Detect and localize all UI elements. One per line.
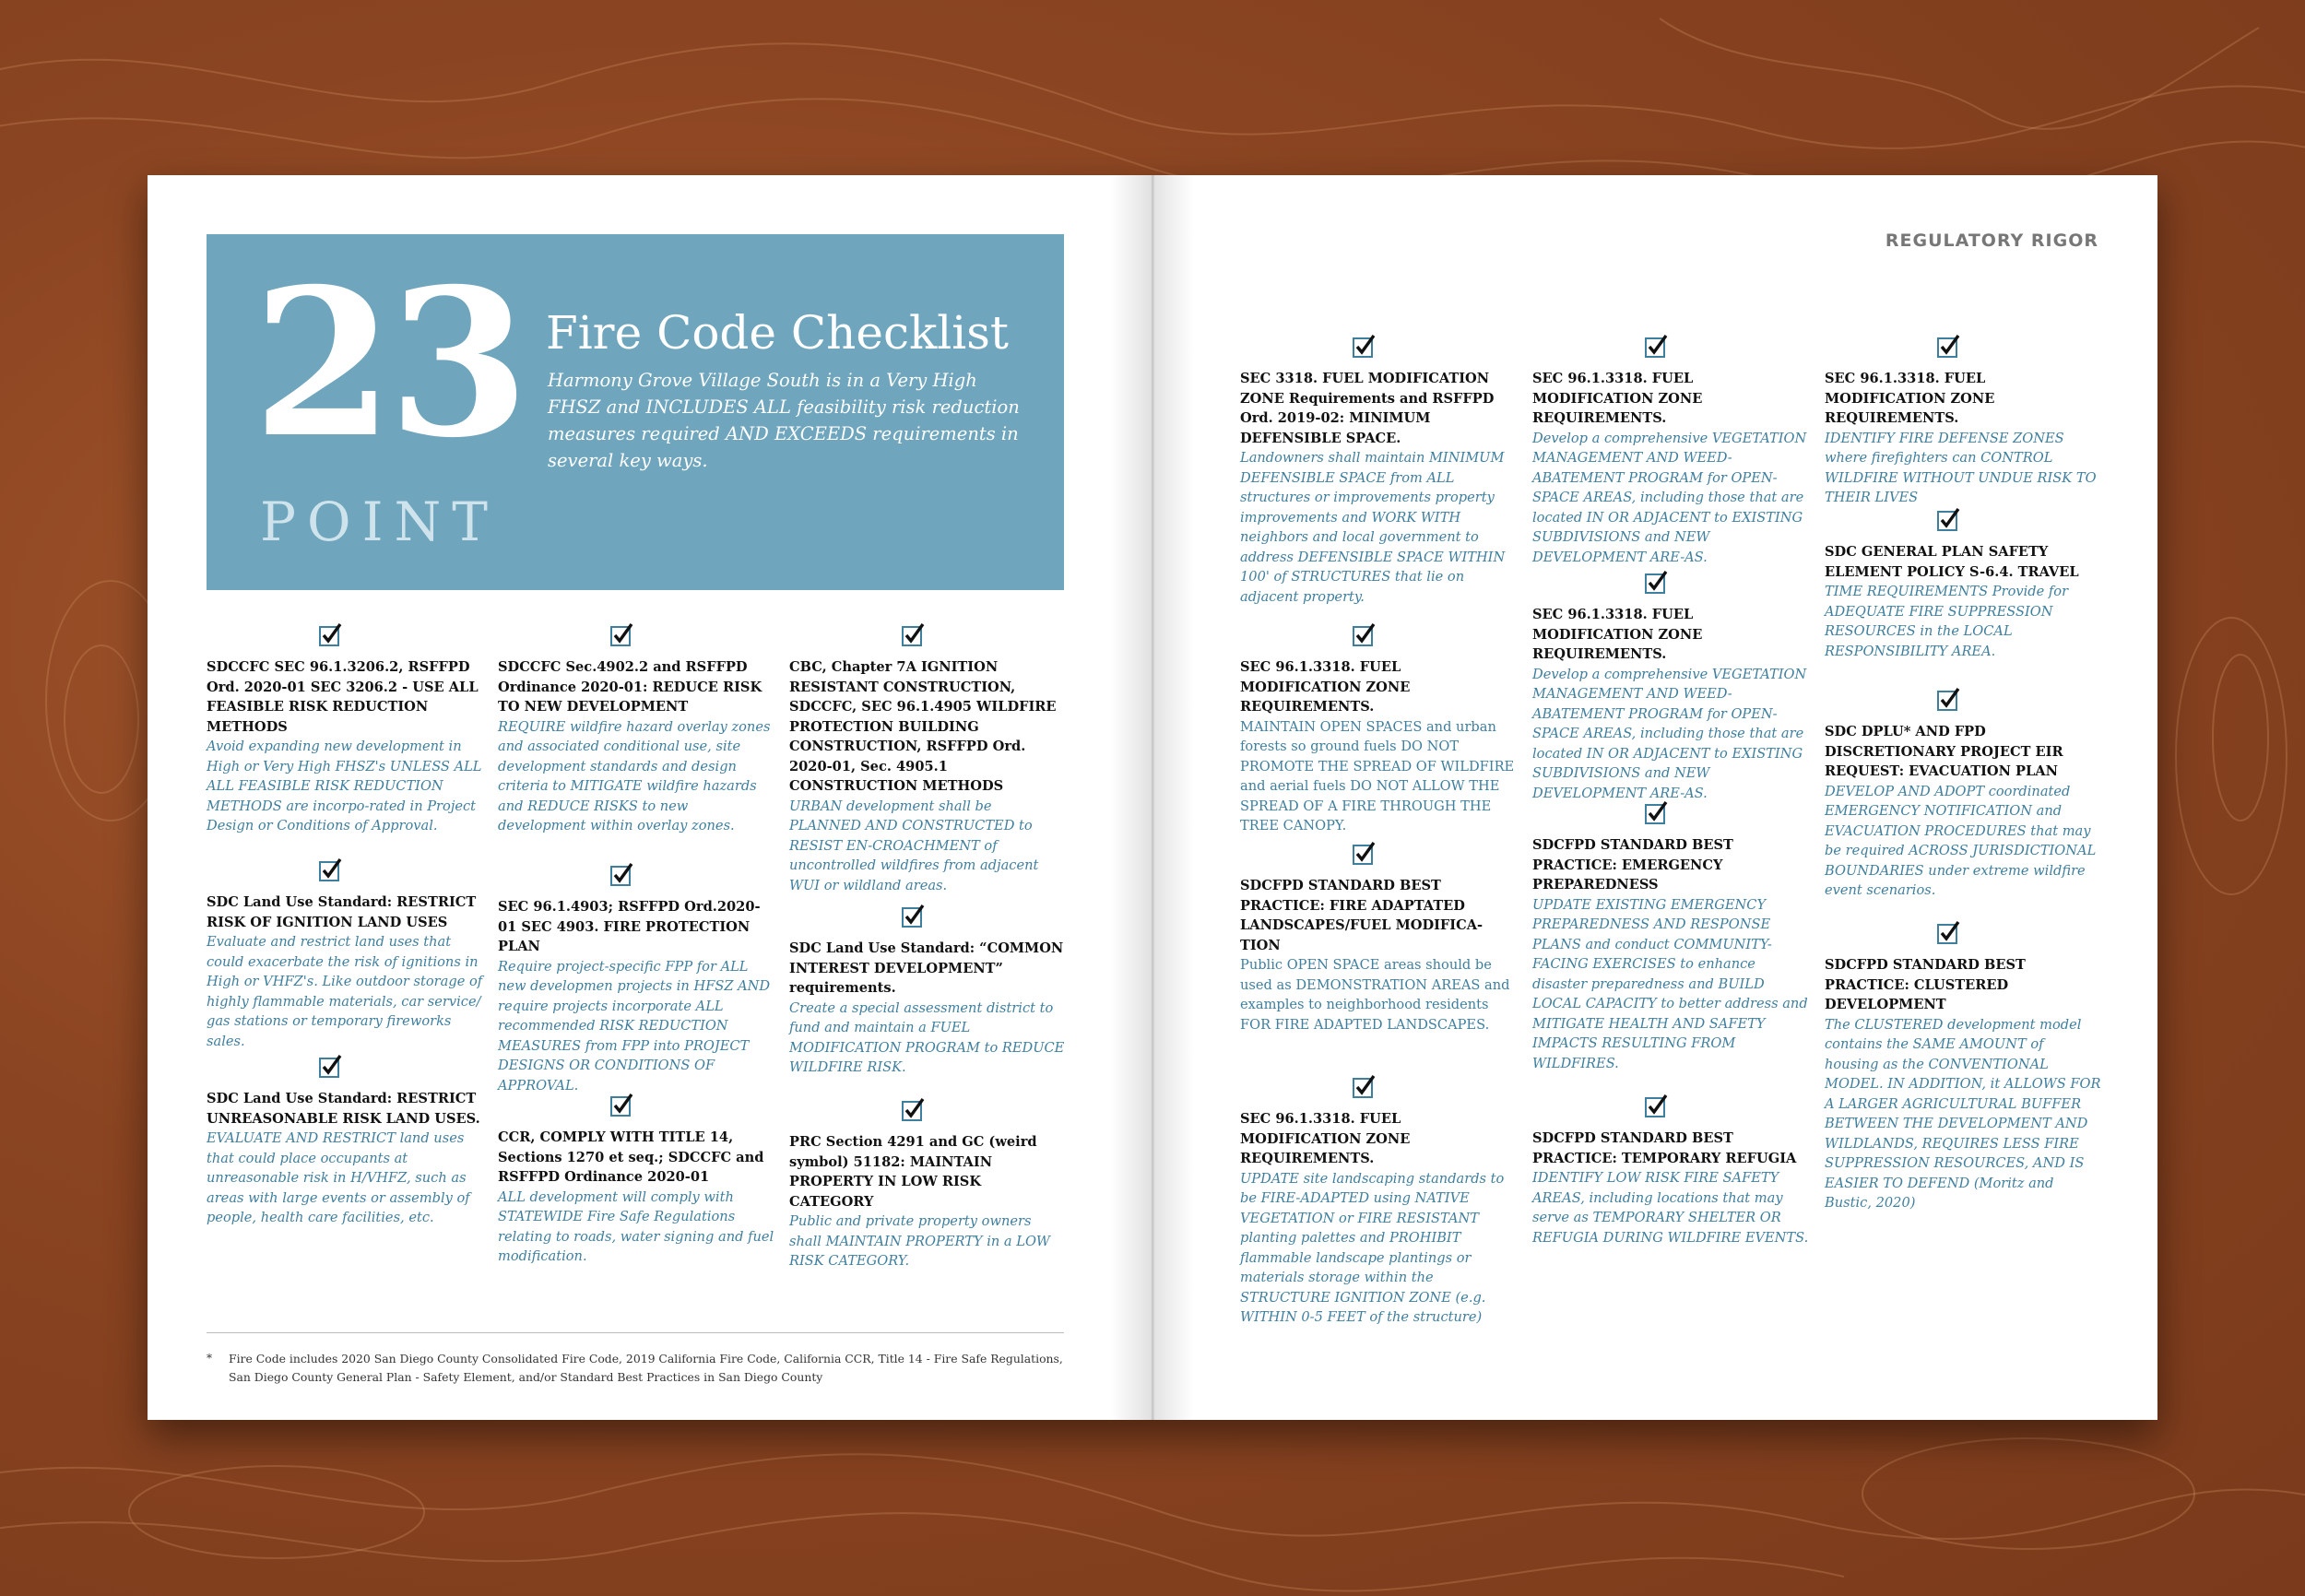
checkbox-checked-icon [1935, 507, 1961, 533]
checkbox-checked-icon [1935, 687, 1961, 713]
checklist-item [207, 857, 483, 1051]
item-title: SEC 96.1.3318. FUEL MODIFICATION ZONE REQUIREMENTS. [1532, 371, 1703, 426]
item-body: URBAN development shall be PLANNED AND CONSTRUCTED to RESIST EN-CROACHMENT of uncontrolled wildfires from adjacent WUI or wildland areas. [789, 798, 1039, 893]
checkbox-checked-icon [609, 1093, 634, 1118]
checklist-item [1532, 570, 1809, 803]
item-title: SEC 96.1.3318. FUEL MODIFICATION ZONE REQUIREMENTS. [1825, 371, 1995, 426]
item-title: SDCCFC SEC 96.1.3206.2, RSFFPD Ord. 2020-01 SEC 3206.2 - USE ALL FEASIBLE RISK REDUCTION METHODS [207, 659, 479, 735]
checkbox-checked-icon [1643, 334, 1669, 360]
checkbox-checked-icon [1351, 841, 1377, 867]
item-title: SDCFPD STANDARD BEST PRACTICE: FIRE ADAPTATED LANDSCAPES/FUEL MODIFICA-TION [1240, 878, 1483, 953]
footnote-line-2: San Diego County General Plan - Safety Element, and/or Standard Best Practices in San Diego County [229, 1370, 823, 1384]
checklist-item [1240, 841, 1517, 1034]
hero-unit: POINT [260, 491, 499, 553]
checklist-item [789, 1097, 1066, 1271]
item-body: DEVELOP AND ADOPT coordinated EMERGENCY NOTIFICATION and EVACUATION PROCEDURES that may be required ACROSS JURISDICTIONAL BOUNDARIES under extreme wildfire event scenarios. [1825, 783, 2097, 898]
checklist-item [1532, 800, 1809, 1073]
item-body: Public OPEN SPACE areas should be used as DEMONSTRATION AREAS and examples to neighborhood residents FOR FIRE ADAPTED LANDSCAPES. [1240, 957, 1510, 1033]
checklist-item [1532, 334, 1809, 567]
checklist-item [498, 622, 774, 836]
checklist-item [789, 904, 1066, 1078]
checkbox-checked-icon [1935, 920, 1961, 946]
checkbox-checked-icon [609, 862, 634, 888]
checklist-item [1825, 507, 2101, 661]
item-body: IDENTIFY FIRE DEFENSE ZONES where firefighters can CONTROL WILDFIRE WITHOUT UNDUE RISK TO THEIR LIVES [1825, 430, 2097, 505]
item-title: CBC, Chapter 7A IGNITION RESISTANT CONSTRUCTION, SDCCFC, SEC 96.1.4905 WILDFIRE PROTECTION BUILDING CONSTRUCTION, RSFFPD Ord. 2020-01, Sec. 4905.1 CONSTRUCTION METHODS [789, 659, 1057, 794]
running-head: REGULATORY RIGOR [1885, 231, 2098, 251]
item-title: SEC 96.1.3318. FUEL MODIFICATION ZONE REQUIREMENTS. [1240, 1111, 1411, 1166]
item-body: Require project-specific FPP for ALL new developmen projects in HFSZ AND require projects incorporate ALL recommended RISK REDUCTION MEASURES from FPP into PROJECT DESIGNS OR CONDITIONS OF APPROVAL. [498, 958, 771, 1094]
checkbox-checked-icon [1643, 570, 1669, 596]
item-title: SDCFPD STANDARD BEST PRACTICE: TEMPORARY REFUGIA [1532, 1130, 1797, 1166]
checkbox-checked-icon [1351, 1074, 1377, 1100]
item-body: UPDATE site landscaping standards to be FIRE-ADAPTED using NATIVE VEGETATION or FIRE RESISTANT planting palettes and PROHIBIT flammable landscape plantings or materials storage within the STRUCTURE IGNITION ZONE (e.g. WITHIN 0-5 FEET of the structure) [1240, 1170, 1505, 1325]
item-title: SDC Land Use Standard: “COMMON INTEREST DEVELOPMENT” requirements. [789, 940, 1064, 996]
magazine-spread [148, 175, 2157, 1420]
checkbox-checked-icon [317, 622, 343, 648]
hero-banner [207, 234, 1064, 590]
checkbox-checked-icon [900, 622, 926, 648]
item-body: TIME REQUIREMENTS Provide for ADEQUATE FIRE SUPPRESSION RESOURCES in the LOCAL RESPONSIBILITY AREA. [1825, 584, 2069, 659]
checklist-item [1240, 1074, 1517, 1328]
checkbox-checked-icon [317, 857, 343, 883]
footnote-line-1: Fire Code includes 2020 San Diego County Consolidated Fire Code, 2019 California Fire Code, California CCR, Title 14 - Fire Safe Regulations, [229, 1352, 1063, 1365]
checklist-item [1825, 920, 2101, 1213]
hero-number: 23 [253, 243, 525, 482]
item-body: Evaluate and restrict land uses that could exacerbate the risk of ignitions in High or VHFZ's. Like outdoor storage of highly flammable materials, car service/ gas stations or temporary fireworks sales. [207, 934, 483, 1049]
checklist-item [789, 622, 1066, 895]
item-body: Landowners shall maintain MINIMUM DEFENSIBLE SPACE from ALL structures or improvements property improvements and WORK WITH neighbors and local government to address DEFENSIBLE SPACE WITHIN 100' of STRUCTURES that lie on adjacent property. [1240, 450, 1506, 605]
page-title: Fire Code Checklist [546, 306, 1010, 360]
checklist-item [1825, 334, 2101, 508]
checkbox-checked-icon [1351, 622, 1377, 648]
item-title: SEC 96.1.3318. FUEL MODIFICATION ZONE REQUIREMENTS. [1532, 607, 1703, 662]
item-body: Develop a comprehensive VEGETATION MANAGEMENT AND WEED-ABATEMENT PROGRAM for OPEN-SPACE AREAS, including those that are located IN OR ADJACENT to EXISTING SUBDIVISIONS and NEW DEVELOPMENT ARE-AS. [1532, 666, 1807, 801]
hero-subtitle: Harmony Grove Village South is in a Very High FHSZ and INCLUDES ALL feasibility risk reduction measures required AND EXCEEDS requirements in several key ways. [548, 370, 1020, 471]
checklist-item [498, 862, 774, 1095]
checkbox-checked-icon [1935, 334, 1961, 360]
item-body: IDENTIFY LOW RISK FIRE SAFETY AREAS, including locations that may serve as TEMPORARY SHELTER OR REFUGIA DURING WILDFIRE EVENTS. [1532, 1170, 1809, 1246]
item-title: SEC 96.1.4903; RSFFPD Ord.2020-01 SEC 4903. FIRE PROTECTION PLAN [498, 899, 761, 954]
item-title: SDC GENERAL PLAN SAFETY ELEMENT POLICY S-6.4. TRAVEL [1825, 544, 2079, 580]
item-title: SDCFPD STANDARD BEST PRACTICE: CLUSTERED DEVELOPMENT [1825, 957, 2026, 1012]
checkbox-checked-icon [900, 904, 926, 929]
checkbox-checked-icon [317, 1054, 343, 1080]
item-body: MAINTAIN OPEN SPACES and urban forests so ground fuels DO NOT PROMOTE THE SPREAD OF WILDFIRE and aerial fuels DO NOT ALLOW THE SPREAD OF A FIRE THROUGH THE TREE CANOPY. [1240, 718, 1515, 833]
item-body: ALL development will comply with STATEWIDE Fire Safe Regulations relating to roads, water signing and fuel modification. [498, 1188, 774, 1264]
item-title: SEC 3318. FUEL MODIFICATION ZONE Requirements and RSFFPD Ord. 2019-02: MINIMUM DEFENSIBLE SPACE. [1240, 371, 1495, 446]
checklist-item [207, 622, 483, 836]
checkbox-checked-icon [1643, 1094, 1669, 1119]
item-body: REQUIRE wildfire hazard overlay zones and associated conditional use, site development standards and design criteria to MITIGATE wildfire hazards and REDUCE RISKS to new development within overlay zones. [498, 718, 771, 833]
left-page [148, 175, 1152, 1420]
footnote-mark: * [207, 1352, 212, 1365]
checklist-item [1240, 334, 1517, 607]
item-body: UPDATE EXISTING EMERGENCY PREPAREDNESS AND RESPONSE PLANS and conduct COMMUNITY-FACING EXERCISES to enhance disaster preparedness and BUILD LOCAL CAPACITY to better address and MITIGATE HEALTH AND SAFETY IMPACTS RESULTING FROM WILDFIRES. [1532, 896, 1808, 1071]
item-title: SDC DPLU* AND FPD DISCRETIONARY PROJECT EIR REQUEST: EVACUATION PLAN [1825, 724, 2063, 779]
right-page [1152, 175, 2157, 1420]
item-title: SDCCFC Sec.4902.2 and RSFFPD Ordinance 2020-01: REDUCE RISK TO NEW DEVELOPMENT [498, 659, 762, 715]
item-title: PRC Section 4291 and GC (weird symbol) 51182: MAINTAIN PROPERTY IN LOW RISK CATEGORY [789, 1134, 1037, 1210]
item-body: EVALUATE AND RESTRICT land uses that could place occupants at unreasonable risk in H/VHFZ, such as areas with large events or assembly of people, health care facilities, etc. [207, 1130, 470, 1225]
item-body: Public and private property owners shall MAINTAIN PROPERTY in a LOW RISK CATEGORY. [789, 1213, 1050, 1269]
footnote [207, 1332, 1064, 1387]
page-gutter-shadow [1111, 175, 1194, 1420]
item-title: SEC 96.1.3318. FUEL MODIFICATION ZONE REQUIREMENTS. [1240, 659, 1411, 715]
checkbox-checked-icon [900, 1097, 926, 1123]
checklist-item [1825, 687, 2101, 901]
checkbox-checked-icon [1643, 800, 1669, 826]
checklist-item [207, 1054, 483, 1228]
checklist-item [1240, 622, 1517, 836]
item-body: The CLUSTERED development model contains the SAME AMOUNT of housing as the CONVENTIONAL MODEL. IN ADDITION, it ALLOWS FOR A LARGER AGRICULTURAL BUFFER BETWEEN THE DEVELOPMENT AND WILDLANDS, REQUIRES LESS FIRE SUPPRESSION RESOURCES, AND IS EASIER TO DEFEND (Moritz and Bustic, 2020) [1825, 1016, 2101, 1211]
checklist-item [1532, 1094, 1809, 1247]
item-title: CCR, COMPLY WITH TITLE 14, Sections 1270 et seq.; SDCCFC and RSFFPD Ordinance 2020-01 [498, 1129, 764, 1185]
item-title: SDC Land Use Standard: RESTRICT RISK OF IGNITION LAND USES [207, 894, 477, 930]
checkbox-checked-icon [609, 622, 634, 648]
checklist-item [498, 1093, 774, 1267]
item-title: SDCFPD STANDARD BEST PRACTICE: EMERGENCY PREPAREDNESS [1532, 837, 1733, 893]
checkbox-checked-icon [1351, 334, 1377, 360]
item-body: Create a special assessment district to fund and maintain a FUEL MODIFICATION PROGRAM to REDUCE WILDFIRE RISK. [789, 999, 1065, 1075]
item-body: Develop a comprehensive VEGETATION MANAGEMENT AND WEED-ABATEMENT PROGRAM for OPEN-SPACE AREAS, including those that are located IN OR ADJACENT to EXISTING SUBDIVISIONS and NEW DEVELOPMENT ARE-AS. [1532, 430, 1807, 565]
item-body: Avoid expanding new development in High or Very High FHSZ's UNLESS ALL ALL FEASIBLE RISK REDUCTION METHODS are incorpo-rated in Project Design or Conditions of Approval. [207, 739, 482, 833]
item-title: SDC Land Use Standard: RESTRICT UNREASONABLE RISK LAND USES. [207, 1091, 480, 1127]
